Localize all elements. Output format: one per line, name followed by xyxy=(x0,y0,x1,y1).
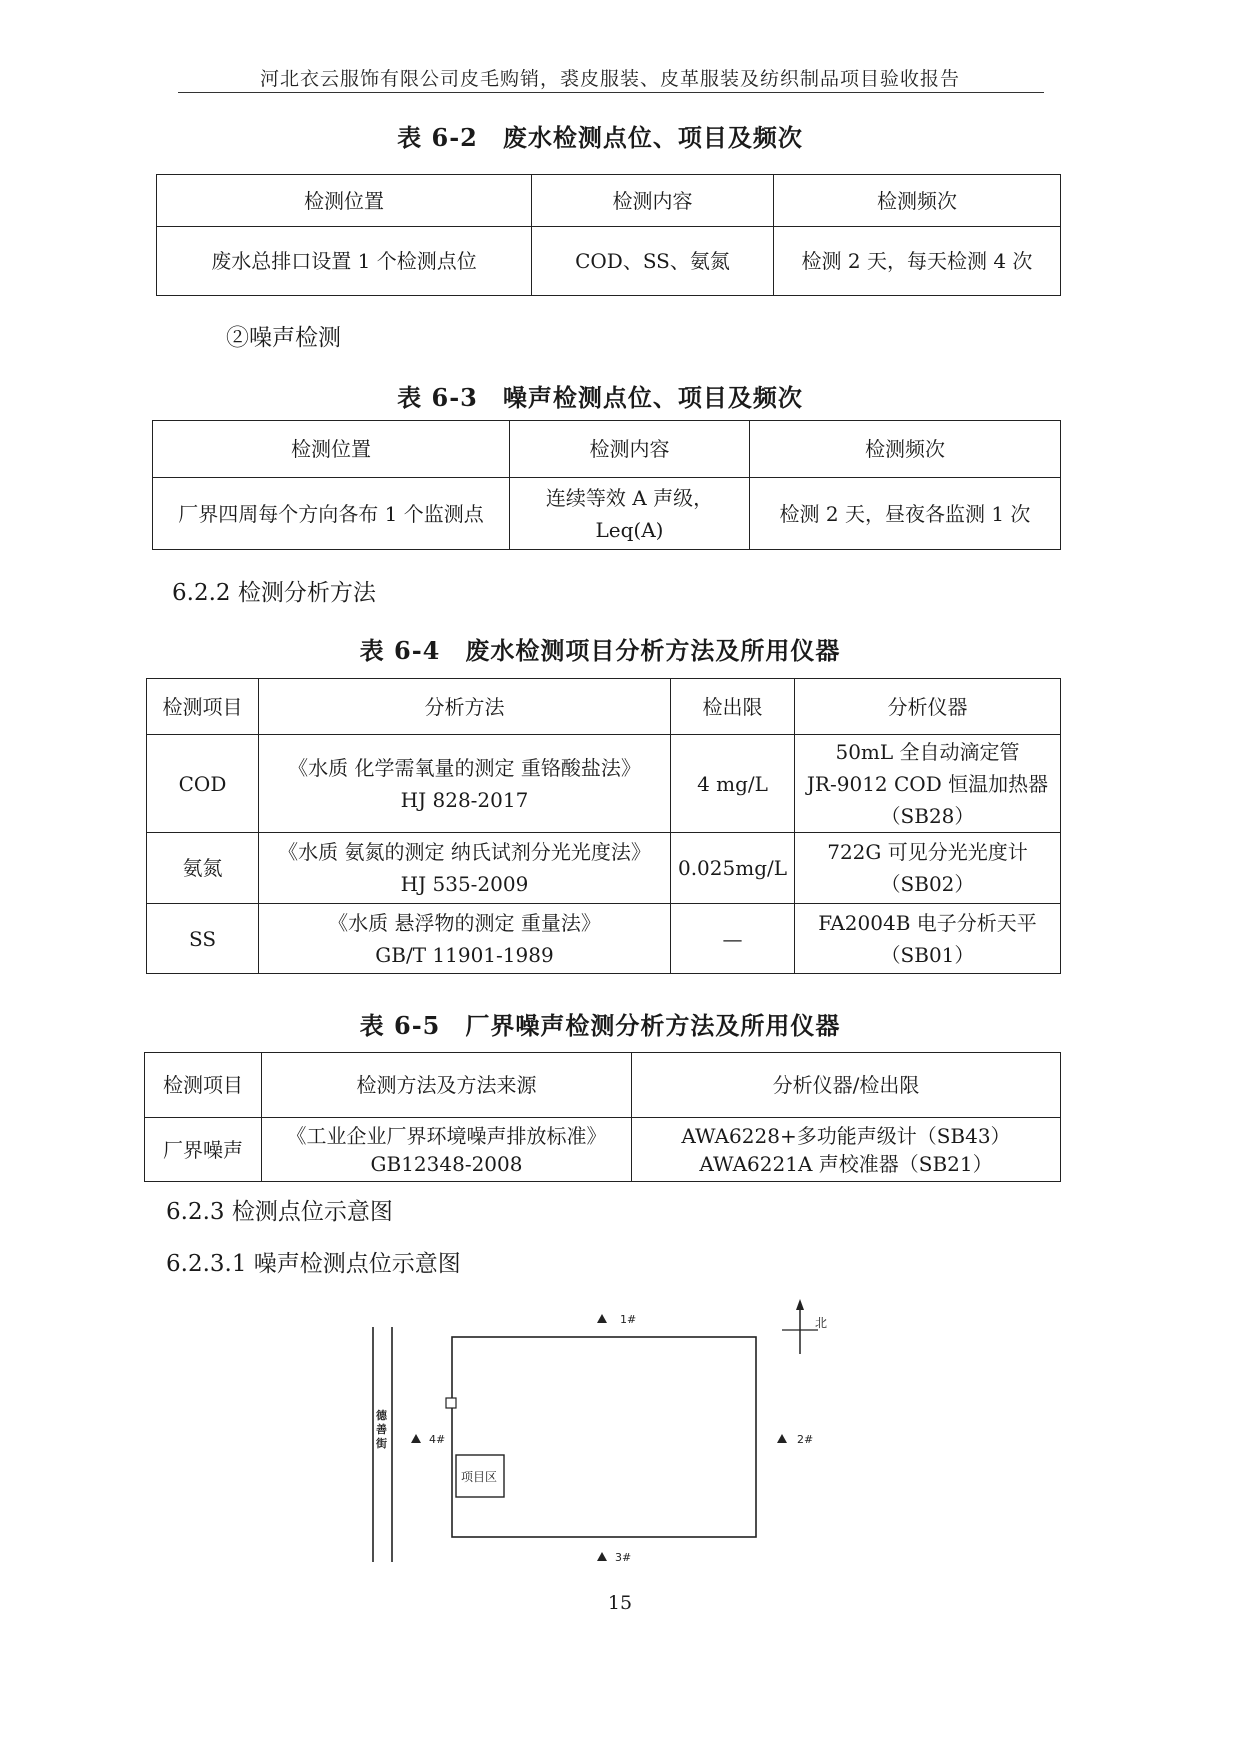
table-header-cell: 分析仪器/检出限 xyxy=(632,1053,1061,1118)
table-cell: — xyxy=(671,904,795,974)
monitor-point-2-marker xyxy=(777,1434,787,1443)
cell-line: （SB01） xyxy=(880,942,975,967)
page-header: 河北衣云服饰有限公司皮毛购销，裘皮服装、皮革服装及纺织制品项目验收报告 xyxy=(259,68,960,90)
monitor-point-3-marker xyxy=(597,1552,607,1561)
cell-line: GB12348-2008 xyxy=(370,1151,523,1176)
cell-line: （SB28） xyxy=(880,803,975,828)
street-label-char: 德 xyxy=(376,1409,387,1422)
table-cell: 厂界噪声 xyxy=(145,1118,262,1182)
monitor-point-2-label: 2# xyxy=(797,1433,814,1446)
table-cell: 4 mg/L xyxy=(671,735,795,833)
monitor-point-4-marker xyxy=(411,1434,421,1443)
gate-marker xyxy=(446,1398,456,1408)
section-6-2-3-title: 6.2.3 检测点位示意图 xyxy=(166,1199,393,1225)
street-label-char: 善 xyxy=(376,1423,387,1436)
cell-line: 《水质 化学需氧量的测定 重铬酸盐法》 xyxy=(288,755,641,780)
table-header-cell: 检测内容 xyxy=(510,421,750,478)
table-header-cell: 检测频次 xyxy=(750,421,1061,478)
section-6-2-2-title: 6.2.2 检测分析方法 xyxy=(172,580,376,606)
cell-line: 50mL 全自动滴定管 xyxy=(835,739,1020,764)
cell-line: 《水质 悬浮物的测定 重量法》 xyxy=(328,910,601,935)
north-arrow-head xyxy=(796,1299,804,1310)
north-label: 北 xyxy=(815,1316,828,1330)
project-area-label: 项目区 xyxy=(461,1470,498,1484)
cell-line: GB/T 11901-1989 xyxy=(375,942,554,967)
section-noise-title: ②噪声检测 xyxy=(226,325,341,351)
cell-line: FA2004B 电子分析天平 xyxy=(818,910,1037,935)
table-header-cell: 检测内容 xyxy=(532,175,774,227)
table-6-5-caption: 表 6-5 厂界噪声检测分析方法及所用仪器 xyxy=(359,1011,841,1040)
cell-line: AWA6221A 声校准器（SB21） xyxy=(699,1151,993,1176)
cell-line: 《水质 氨氮的测定 纳氏试剂分光光度法》 xyxy=(278,840,651,864)
monitor-point-3-label: 3# xyxy=(615,1551,632,1564)
cell-line: AWA6228+多功能声级计（SB43） xyxy=(681,1123,1011,1148)
cell-line: 连续等效 A 声级， xyxy=(545,485,714,510)
table-6-2-caption: 表 6-2 废水检测点位、项目及频次 xyxy=(397,123,803,152)
table-cell: 厂界四周每个方向各布 1 个监测点 xyxy=(153,478,510,550)
table-header-cell: 检出限 xyxy=(671,679,795,735)
table-header-cell: 分析仪器 xyxy=(795,679,1061,735)
table-cell: 氨氮 xyxy=(147,833,259,904)
section-6-2-3-1-title: 6.2.3.1 噪声检测点位示意图 xyxy=(166,1251,461,1277)
table-header-cell: 检测位置 xyxy=(157,175,532,227)
street-label-char: 街 xyxy=(376,1437,387,1450)
monitor-point-1-label: 1# xyxy=(620,1313,637,1326)
table-header-cell: 检测项目 xyxy=(147,679,259,735)
table-header-cell: 检测位置 xyxy=(153,421,510,478)
table-cell: 0.025mg/L xyxy=(671,833,795,904)
cell-line: 722G 可见分光光度计 xyxy=(827,840,1028,864)
table-header-cell: 分析方法 xyxy=(259,679,671,735)
table-header-cell: 检测频次 xyxy=(774,175,1061,227)
monitor-point-1-marker xyxy=(597,1314,607,1323)
cell-line: HJ 828-2017 xyxy=(400,787,529,812)
page-number: 15 xyxy=(607,1592,633,1614)
table-cell: COD xyxy=(147,735,259,833)
table-6-4-caption: 表 6-4 废水检测项目分析方法及所用仪器 xyxy=(359,636,841,665)
table-6-3-caption: 表 6-3 噪声检测点位、项目及频次 xyxy=(397,383,803,412)
cell-line: HJ 535-2009 xyxy=(400,872,529,896)
cell-line: JR-9012 COD 恒温加热器 xyxy=(806,771,1049,796)
table-cell: SS xyxy=(147,904,259,974)
cell-line: （SB02） xyxy=(880,872,975,896)
table-header-cell: 检测方法及方法来源 xyxy=(262,1053,632,1118)
table-cell: 检测 2 天，昼夜各监测 1 次 xyxy=(750,478,1061,550)
cell-line: Leq(A) xyxy=(595,517,664,542)
table-cell: 废水总排口设置 1 个检测点位 xyxy=(157,227,532,296)
cell-line: 《工业企业厂界环境噪声排放标准》 xyxy=(286,1123,607,1148)
factory-boundary xyxy=(452,1337,756,1537)
table-header-cell: 检测项目 xyxy=(145,1053,262,1118)
table-cell: COD、SS、氨氮 xyxy=(532,227,774,296)
monitor-point-4-label: 4# xyxy=(429,1433,446,1446)
table-cell: 检测 2 天，每天检测 4 次 xyxy=(774,227,1061,296)
